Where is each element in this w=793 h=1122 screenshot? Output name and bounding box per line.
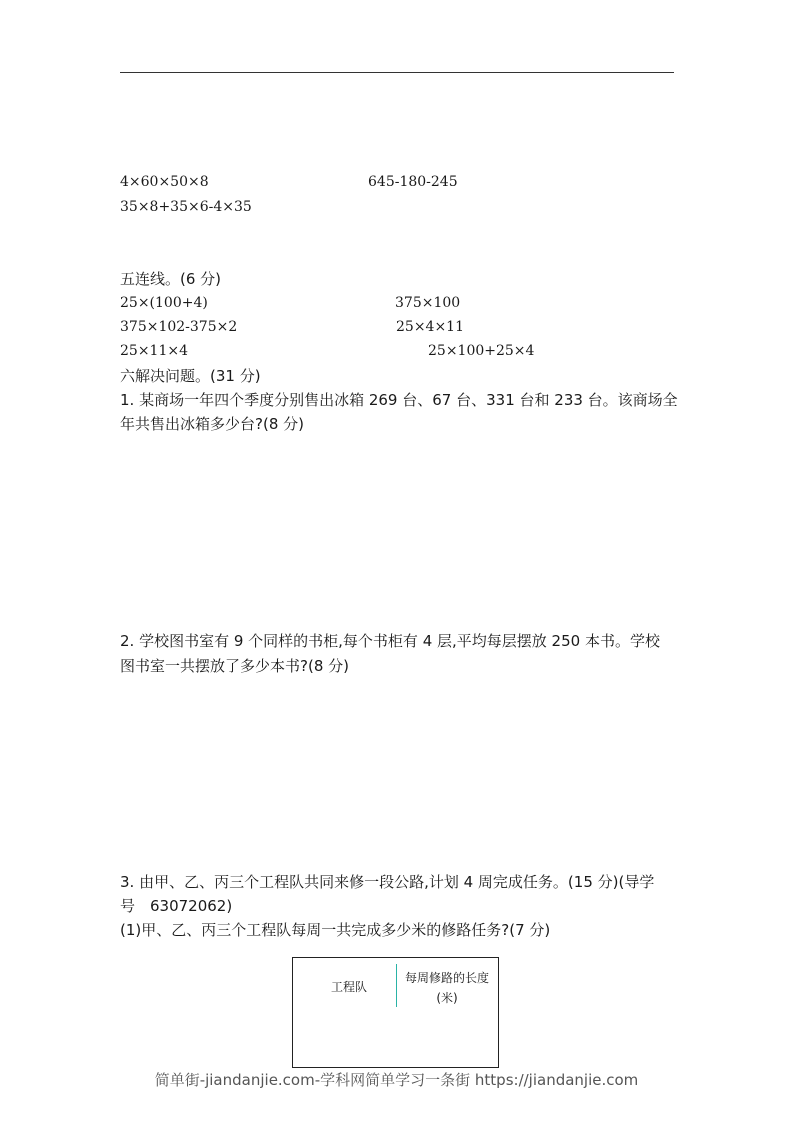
match-left-item: 375×102-375×2 (120, 319, 238, 335)
match-left-item: 25×(100+4) (120, 295, 208, 311)
question-1-text: 1. 某商场一年四个季度分别售出冰箱 269 台、67 台、331 台和 233 台。该商场全 (120, 391, 678, 409)
match-left-item: 25×11×4 (120, 343, 188, 359)
match-right-item: 375×100 (395, 295, 461, 311)
match-right-item: 25×4×11 (396, 319, 464, 335)
section-5-title: 五连线。(6 分) (120, 270, 222, 288)
question-3-sub1: (1)甲、乙、丙三个工程队每周一共完成多少米的修路任务?(7 分) (120, 921, 551, 939)
question-2-text: 图书室一共摆放了多少本书?(8 分) (120, 657, 349, 675)
question-2-text: 2. 学校图书室有 9 个同样的书柜,每个书柜有 4 层,平均每层摆放 250 本书。学校 (120, 632, 660, 650)
match-right-item: 25×100+25×4 (428, 343, 535, 359)
question-1-text: 年共售出冰箱多少台?(8 分) (120, 415, 304, 433)
table-header-length-line1: 每周修路的长度 (404, 971, 489, 985)
team-table (292, 957, 499, 1068)
table-header-length-line2: (米) (436, 991, 458, 1005)
calc-expression: 35×8+35×6-4×35 (120, 199, 252, 215)
table-header-team: 工程队 (331, 980, 368, 994)
question-3-text: 号 63072062) (120, 897, 233, 915)
header-rule (120, 72, 674, 73)
calc-expression: 4×60×50×8 (120, 174, 209, 190)
section-6-title: 六解决问题。(31 分) (120, 367, 261, 385)
question-3-text: 3. 由甲、乙、丙三个工程队共同来修一段公路,计划 4 周完成任务。(15 分)(导学 (120, 873, 655, 891)
table-header-length (399, 968, 495, 1008)
calc-expression: 645-180-245 (368, 174, 458, 190)
table-column-divider (396, 964, 397, 1007)
footer-watermark: 简单街-jiandanjie.com-学科网简单学习一条街 https://jiandanjie.com (154, 1071, 639, 1089)
